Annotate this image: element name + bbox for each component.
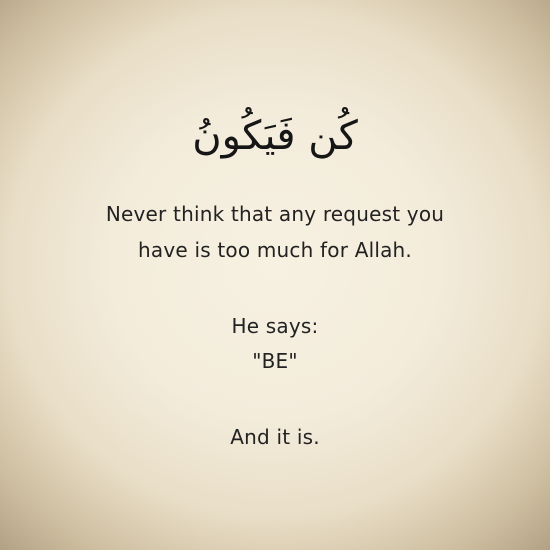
quote-line-4: "BE"	[252, 349, 298, 373]
quote-line-2: have is too much for Allah.	[138, 238, 412, 262]
quote-line-3: He says:	[231, 314, 319, 338]
quote-line-1: Never think that any request you	[105, 202, 445, 226]
arabic-title: كُن فَيَكُونُ	[192, 113, 358, 159]
quote-line-5: And it is.	[230, 425, 320, 449]
